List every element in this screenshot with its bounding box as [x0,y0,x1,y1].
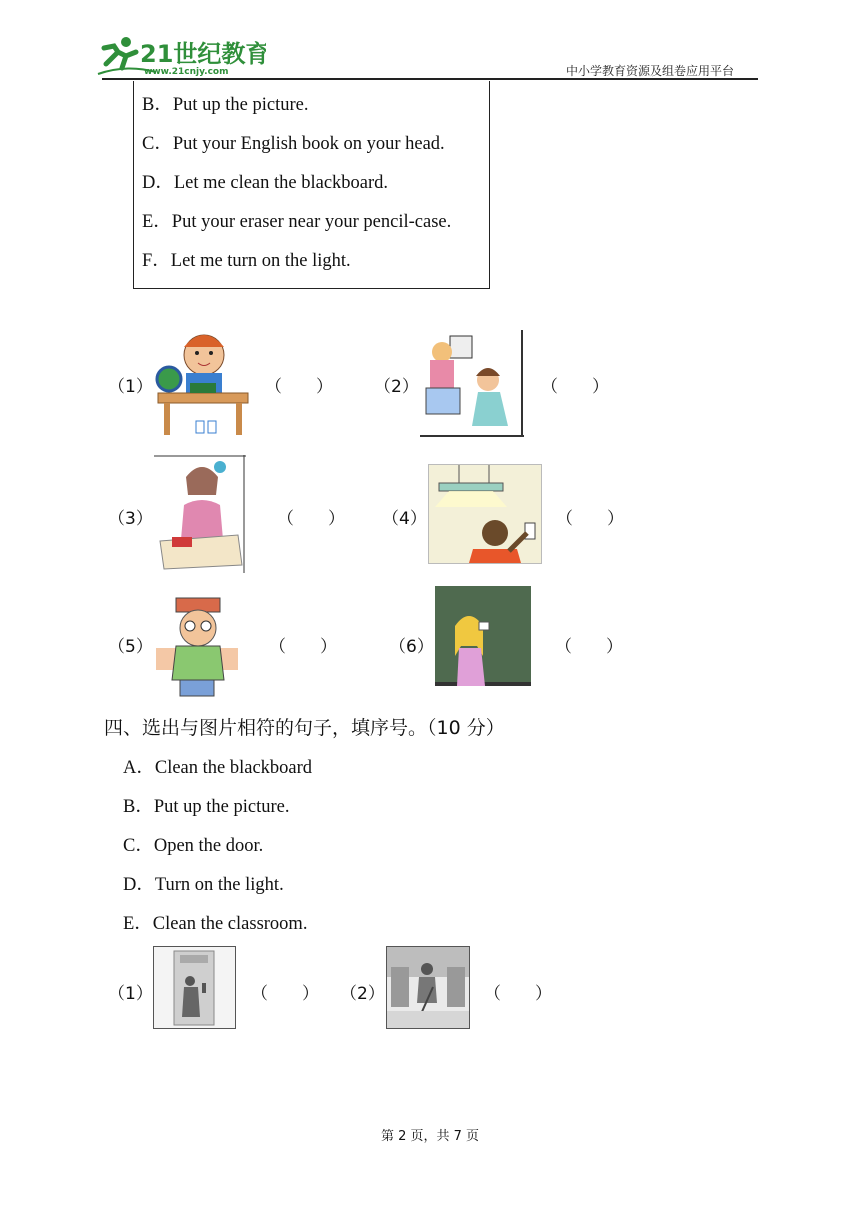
section4-option-a: A．Clean the blackboard [123,758,313,778]
section4-title: 四、选出与图片相符的句子，填序号。（10 分） [104,717,505,739]
q2-label: （2） [374,377,419,397]
section4-option-e: E．Clean the classroom. [123,914,308,934]
section4-option-d: D．Turn on the light. [123,875,284,895]
boy-at-desk-picture [154,325,250,439]
cleaning-classroom-photo [386,946,470,1029]
q4-label: （4） [382,509,427,529]
site-logo [96,34,266,78]
option-c: C．Put your English book on your head. [142,134,445,154]
turning-on-light-picture [428,464,542,564]
page-footer: 第 2 页，共 7 页 [380,1129,480,1144]
q1-answer-blank[interactable]: （ ） [265,377,333,397]
q6-label: （6） [389,637,434,657]
s4-q2-label: （2） [340,984,385,1004]
s4-q2-answer-blank[interactable]: （ ） [484,984,552,1004]
option-d: D．Let me clean the blackboard. [142,173,389,193]
q3-answer-blank[interactable]: （ ） [277,509,345,529]
putting-up-picture-picture [420,330,526,438]
option-e: E．Put your eraser near your pencil-case. [142,212,452,232]
runner-logo-icon [96,34,266,78]
s4-q1-label: （1） [108,984,153,1004]
q5-label: （5） [108,637,153,657]
q1-label: （1） [108,377,153,397]
q5-answer-blank[interactable]: （ ） [269,637,337,657]
section4-option-c: C．Open the door. [123,836,264,856]
opening-door-photo [153,946,236,1029]
s4-q1-answer-blank[interactable]: （ ） [251,984,319,1004]
svg-text:21世纪教育: 21世纪教育 [140,40,266,68]
q6-answer-blank[interactable]: （ ） [555,637,623,657]
section4-option-b: B．Put up the picture. [123,797,290,817]
cleaning-blackboard-picture [435,586,531,696]
q2-answer-blank[interactable]: （ ） [541,377,609,397]
option-b: B．Put up the picture. [142,95,309,115]
option-f: F．Let me turn on the light. [142,251,351,271]
svg-text:www.21cnjy.com: www.21cnjy.com [144,67,229,77]
girl-with-pencil-case-picture [154,455,246,573]
q4-answer-blank[interactable]: （ ） [556,509,624,529]
boy-with-book-on-head-picture [152,592,242,698]
q3-label: （3） [108,509,153,529]
header-platform-text: 中小学教育资源及组卷应用平台 [566,64,735,78]
header-divider [102,78,758,80]
